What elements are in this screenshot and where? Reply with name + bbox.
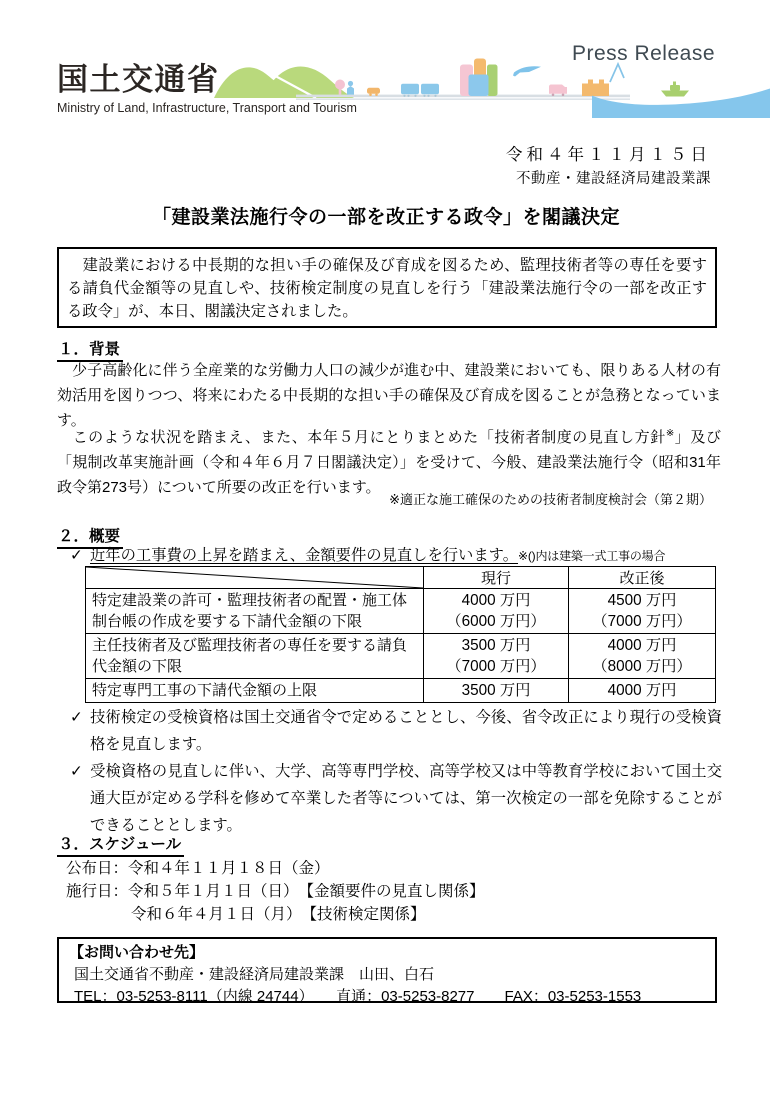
section-heading-overview: ２．概要	[57, 524, 123, 549]
revision-table	[85, 566, 716, 703]
release-date: 令和４年１１月１５日	[506, 146, 711, 164]
factory-icon	[582, 80, 609, 97]
row-label: 特定専門工事の下請代金額の上限	[86, 679, 424, 703]
schedule-enforcement-date-1: 施行日：令和５年１月１日（日） 【金額要件の見直し関係】	[66, 883, 485, 900]
overview-bullet-2	[70, 704, 722, 758]
background-paragraph-2: このような状況を踏まえ、また、本年５月にとりまとめた「技術者制度の見直し方針※」及び「規制改革実施計画（令和４年６月７日閣議決定）」を受けて、今般、建設業法施行令（昭和31年政令第273号）について所要の改正を行います。	[57, 428, 721, 496]
row-current-value: 3500 万円 （7000 万円）	[424, 634, 569, 679]
reference-mark: ※	[665, 428, 675, 439]
row-revised-value: 4000 万円	[569, 679, 716, 703]
hills-icon	[214, 66, 354, 98]
airplane-icon	[513, 66, 541, 76]
buildings-icon	[460, 59, 498, 97]
schedule-publication-date: 公布日：令和４年１１月１８日（金）	[66, 860, 330, 877]
overview-bullet-1	[70, 544, 722, 568]
section-heading-schedule: ３．スケジュール	[57, 832, 184, 857]
header-illustration	[210, 56, 770, 118]
mlit-logo-text: 国土交通省	[57, 62, 220, 97]
table-row	[86, 589, 716, 634]
section-heading-background: １．背景	[57, 337, 123, 362]
check-icon: ✓	[70, 763, 83, 780]
schedule-enforcement-date-2: 令和６年４月１日（月） 【技術検定関係】	[131, 906, 426, 923]
background-paragraph-1: 少子高齢化に伴う全産業的な労働力人口の減少が進む中、建設業においても、限りある人材の有効活用を図りつつ、将来にわたる中長期的な担い手の確保及び育成を図ることが急務となっています。	[57, 362, 721, 429]
table-header-revised: 改正後	[569, 567, 716, 589]
row-current-value: 3500 万円	[424, 679, 569, 703]
meta-block	[506, 143, 711, 191]
mlit-logo-subtext: Ministry of Land, Infrastructure, Transport and Tourism	[57, 101, 357, 115]
diagonal-line-icon	[86, 567, 423, 588]
bullet-3-text: 受検資格の見直しに伴い、大学、高等専門学校、高等学校又は中等教育学校において国土交通大臣が定める学科を修めて卒業した者等については、第一次検定の一部を免除することができることとします。	[90, 763, 722, 834]
press-release-label: Press Release	[571, 42, 715, 65]
contact-heading: 【お問い合わせ先】	[69, 944, 205, 961]
person-icon	[347, 81, 354, 95]
overview-bullet-3	[70, 758, 722, 839]
contact-phone-numbers: TEL：03-5253-8111（内線 24744） 直通：03-5253-8277 FAX：03-5253-1553	[74, 988, 642, 1005]
row-revised-value: 4500 万円 （7000 万円）	[569, 589, 716, 634]
row-label: 特定建設業の許可・監理技術者の配置・施工体制台帳の作成を要する下請代金額の下限	[86, 589, 424, 634]
table-header-row	[86, 567, 716, 589]
truck-icon	[549, 85, 567, 97]
contact-department: 国土交通省不動産・建設経済局建設業課 山田、白石	[74, 966, 435, 983]
table-header-current: 現行	[424, 567, 569, 589]
check-icon: ✓	[70, 709, 83, 726]
row-label: 主任技術者及び監理技術者の専任を要する請負代金額の下限	[86, 634, 424, 679]
crane-icon	[610, 64, 624, 82]
summary-text: 建設業における中長期的な担い手の確保及び育成を図るため、監理技術者等の専任を要する請負代金額等の見直しや、技術検定制度の見直しを行う「建設業法施行令の一部を改正する政令」が、本日、閣議決定されました。	[67, 257, 707, 320]
row-revised-value: 4000 万円 （8000 万円）	[569, 634, 716, 679]
table-row	[86, 679, 716, 703]
bullet-1-note: ※()内は建築一式工事の場合	[518, 549, 666, 563]
bullet-1-text: 近年の工事費の上昇を踏まえ、金額要件の見直しを行います。	[90, 547, 519, 564]
row-current-value: 4000 万円 （6000 万円）	[424, 589, 569, 634]
bullet-2-text: 技術検定の受検資格は国土交通省令で定めることとし、今後、省令改正により現行の受検資格を見直します。	[90, 709, 722, 753]
summary-box	[57, 247, 717, 328]
background-footnote: ※適正な施工確保のための技術者制度検討会（第２期）	[389, 492, 712, 507]
check-icon: ✓	[70, 547, 83, 564]
document-title: 「建設業法施行令の一部を改正する政令」を閣議決定	[151, 207, 620, 228]
ship-icon	[661, 82, 689, 97]
contact-box	[57, 937, 717, 1003]
table-row	[86, 634, 716, 679]
table-corner-cell	[86, 567, 424, 589]
department-name: 不動産・建設経済局建設業課	[516, 171, 711, 187]
